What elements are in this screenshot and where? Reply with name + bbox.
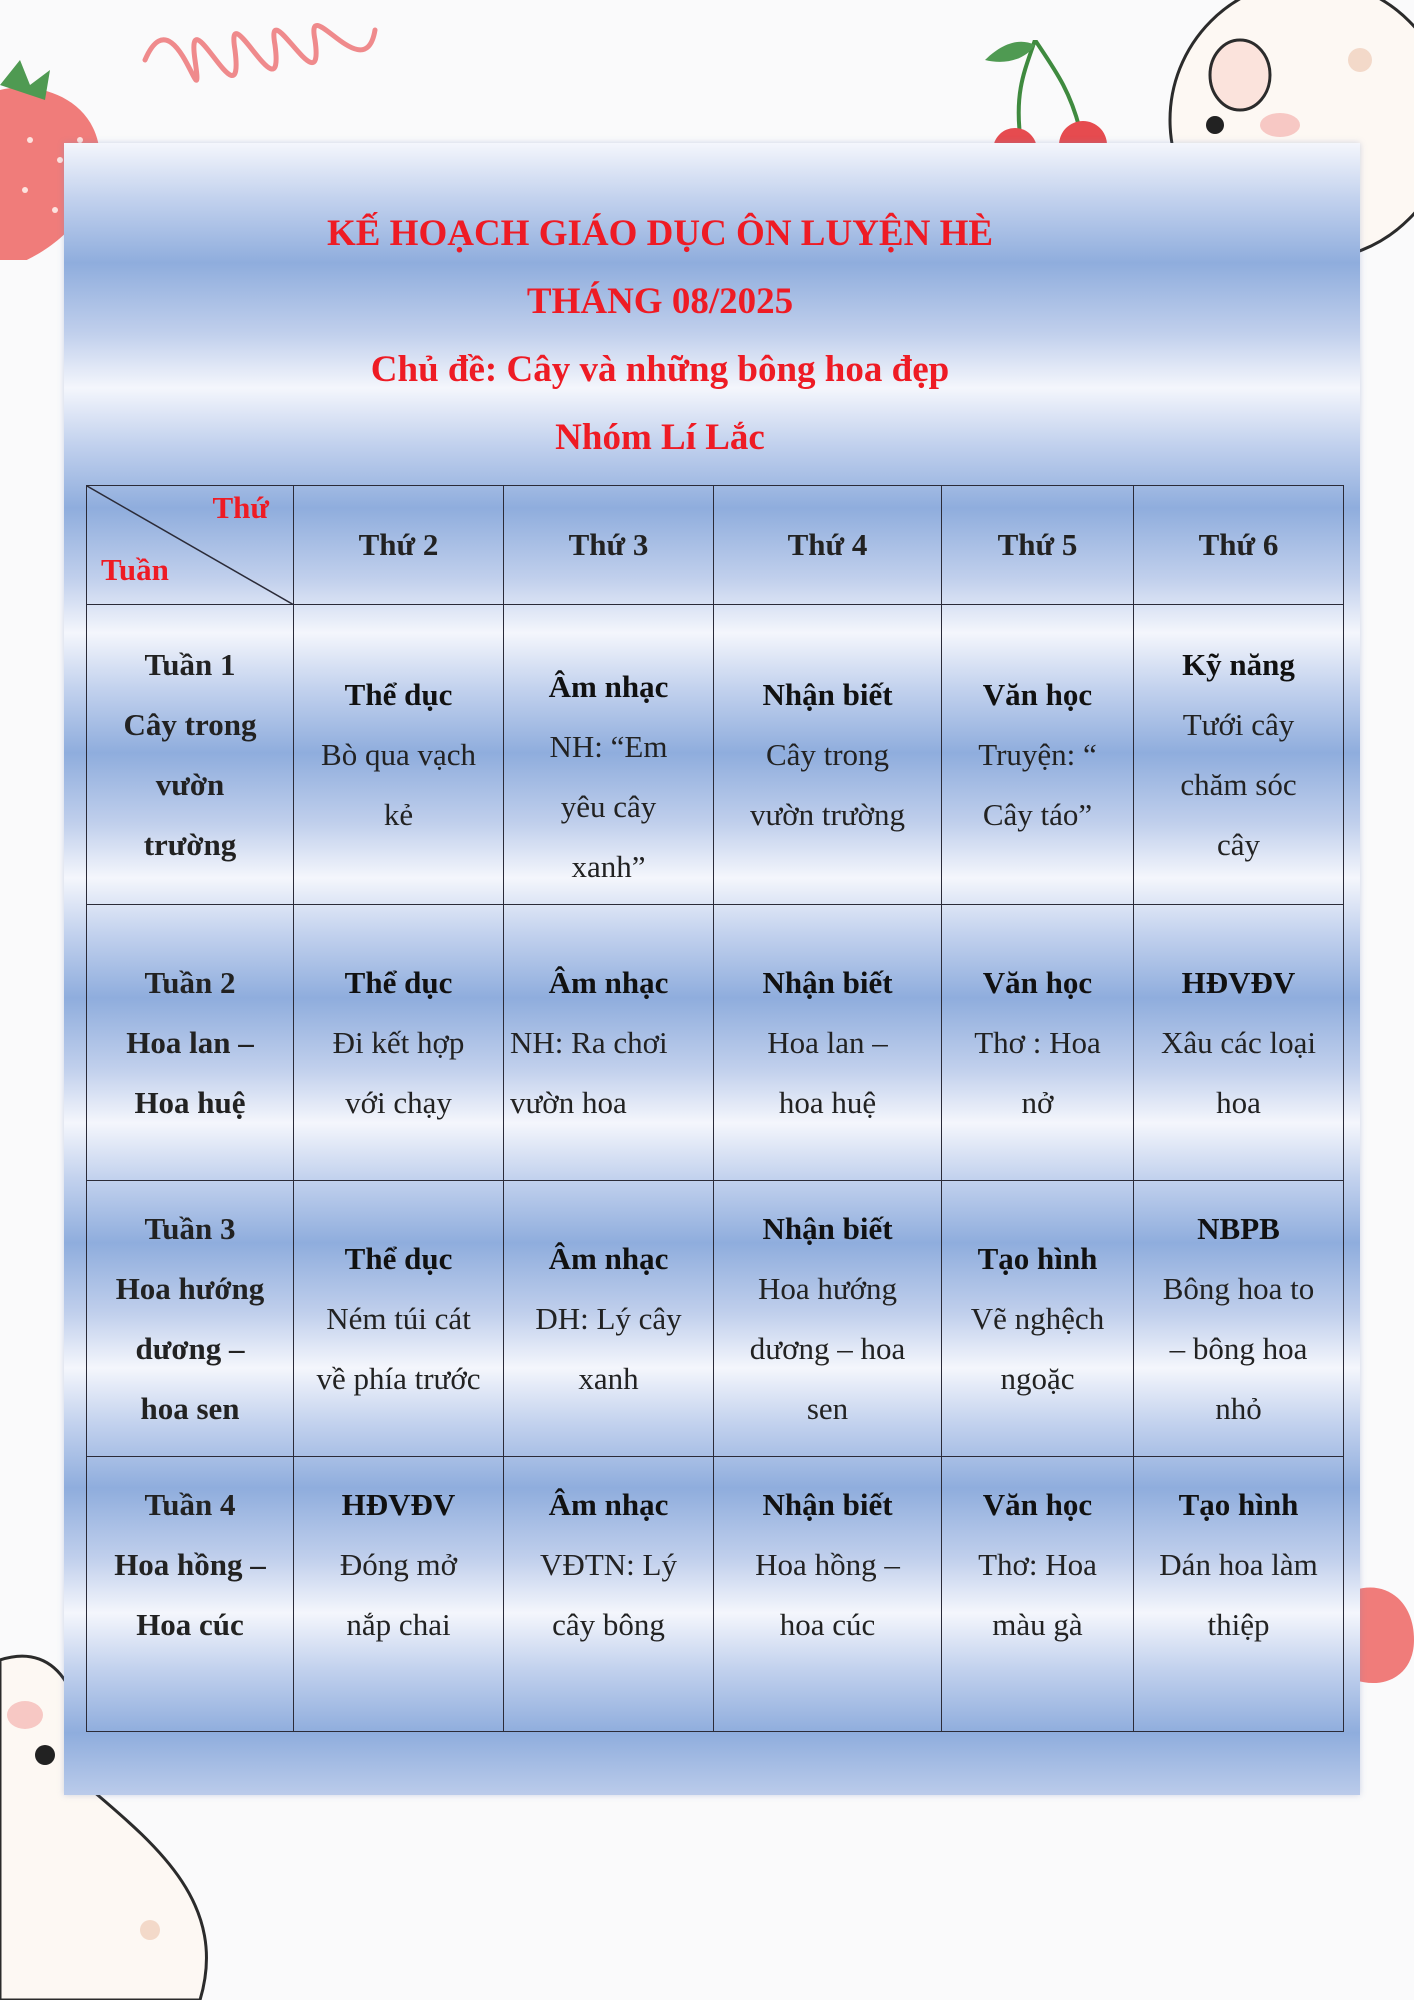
day-header: Thứ 6 <box>1134 486 1344 605</box>
day-header: Thứ 5 <box>942 486 1134 605</box>
day-header: Thứ 2 <box>294 486 504 605</box>
day-header: Thứ 3 <box>504 486 714 605</box>
activity-cell: Nhận biết Hoa hồng – hoa cúc <box>714 1457 942 1732</box>
week-cell: Tuần 2 Hoa lan – Hoa huệ <box>87 905 294 1181</box>
activity-cell: Âm nhạc NH: Ra chơi vườn hoa <box>504 905 714 1181</box>
table-row <box>87 605 1344 905</box>
table-row <box>87 1457 1344 1732</box>
activity-cell: Thể dục Ném túi cát về phía trước <box>294 1181 504 1457</box>
activity-cell: HĐVĐV Đóng mở nắp chai <box>294 1457 504 1732</box>
day-header: Thứ 4 <box>714 486 942 605</box>
activity-cell: Nhận biết Cây trong vườn trường <box>714 605 942 905</box>
activity-cell: Tạo hình Vẽ nghệch ngoặc <box>942 1181 1134 1457</box>
activity-cell: HĐVĐV Xâu các loại hoa <box>1134 905 1344 1181</box>
activity-cell: Nhận biết Hoa lan – hoa huệ <box>714 905 942 1181</box>
corner-day-label: Thứ <box>212 490 269 525</box>
week-cell: Tuần 4 Hoa hồng – Hoa cúc <box>87 1457 294 1732</box>
activity-cell: Văn học Truyện: “ Cây táo” <box>942 605 1134 905</box>
plan-theme: Chủ đề: Cây và những bông hoa đẹp <box>370 349 950 390</box>
week-cell: Tuần 1 Cây trong vườn trường <box>87 605 294 905</box>
activity-cell: Kỹ năng Tưới cây chăm sóc cây <box>1134 605 1344 905</box>
activity-cell: Văn học Thơ : Hoa nở <box>942 905 1134 1181</box>
table-header-row <box>87 486 1344 605</box>
schedule-table <box>86 485 1344 1732</box>
activity-cell: Nhận biết Hoa hướng dương – hoa sen <box>714 1181 942 1457</box>
activity-cell: Thể dục Bò qua vạch kẻ <box>294 605 504 905</box>
plan-title: KẾ HOẠCH GIÁO DỤC ÔN LUYỆN HÈ <box>326 213 994 254</box>
activity-cell: Âm nhạc NH: “Em yêu cây xanh” <box>504 605 714 905</box>
corner-cell <box>87 486 294 605</box>
table-row <box>87 1181 1344 1457</box>
cherry-icon <box>975 40 1125 150</box>
table-row <box>87 905 1344 1181</box>
activity-cell: NBPB Bông hoa to – bông hoa nhỏ <box>1134 1181 1344 1457</box>
activity-cell: Thể dục Đi kết hợp với chạy <box>294 905 504 1181</box>
corner-week-label: Tuần <box>101 552 169 587</box>
swirl-icon <box>135 0 385 130</box>
activity-cell: Văn học Thơ: Hoa màu gà <box>942 1457 1134 1732</box>
activity-cell: Âm nhạc VĐTN: Lý cây bông <box>504 1457 714 1732</box>
activity-cell: Âm nhạc DH: Lý cây xanh <box>504 1181 714 1457</box>
activity-cell: Tạo hình Dán hoa làm thiệp <box>1134 1457 1344 1732</box>
group-name: Nhóm Lí Lắc <box>555 417 765 458</box>
plan-month: THÁNG 08/2025 <box>526 281 794 322</box>
week-cell: Tuần 3 Hoa hướng dương – hoa sen <box>87 1181 294 1457</box>
